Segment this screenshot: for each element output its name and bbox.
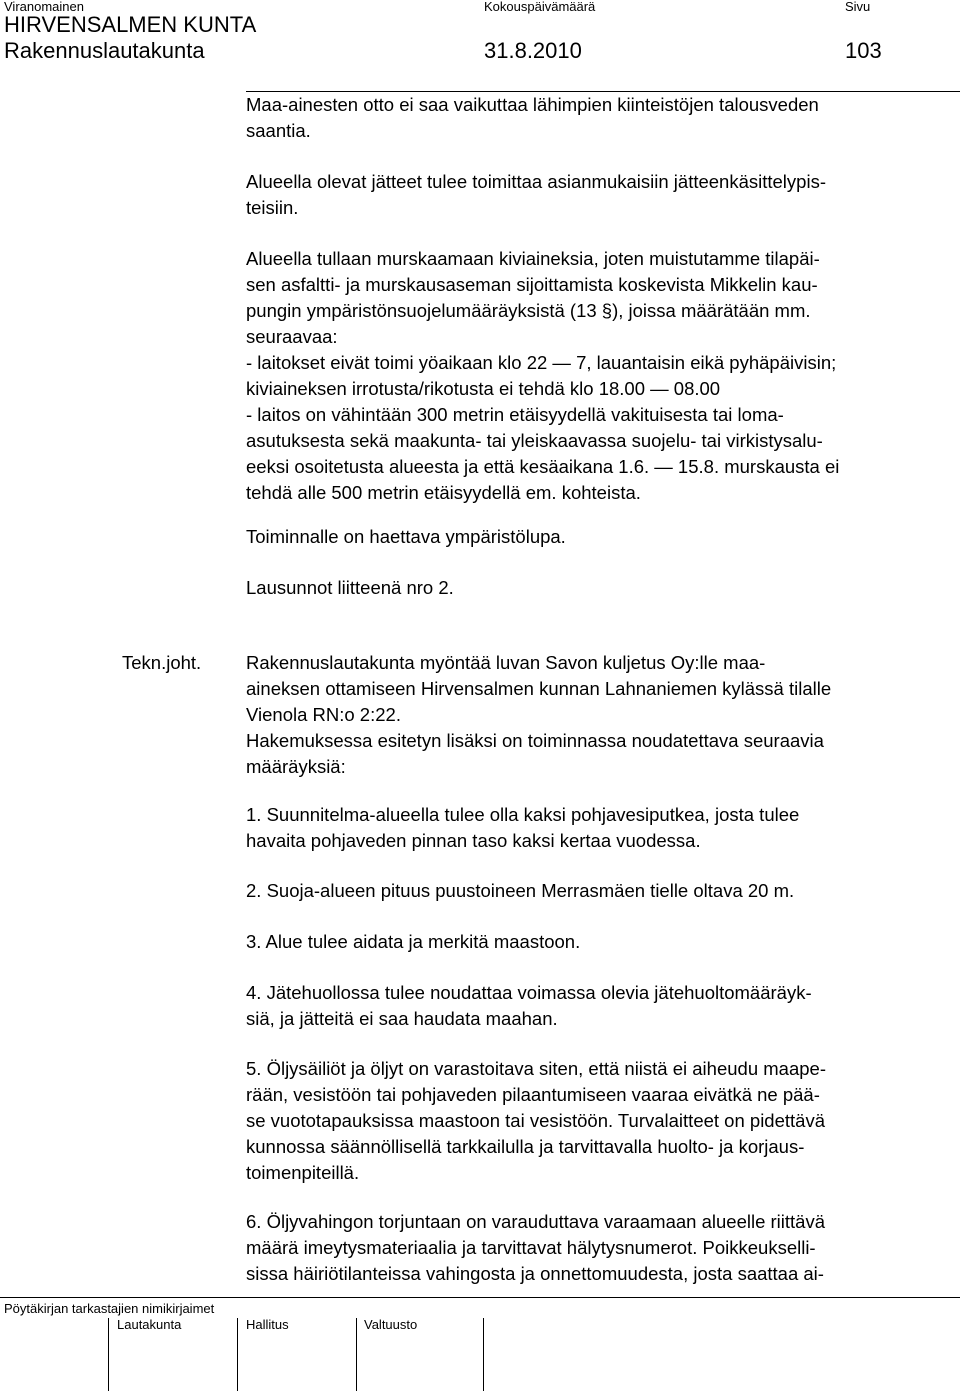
paragraph-4: Toiminnalle on haettava ympäristölupa. (246, 526, 566, 547)
paragraph-2: Alueella olevat jätteet tulee toimittaa asianmukaisiin jätteenkäsittelypis- teisiin. (246, 171, 826, 218)
footer-divider-4 (483, 1318, 484, 1391)
footer-col-valtuusto: Valtuusto (364, 1317, 418, 1332)
page-label: Sivu (845, 0, 871, 14)
proposal-item-1: 1. Suunnitelma-alueella tulee olla kaksi pohjavesiputkea, josta tulee havaita pohjaveden pinnan taso kaksi kertaa vuodessa. (246, 804, 800, 851)
proposal-item-5: 5. Öljysäiliöt ja öljyt on varastoitava siten, että niistä ei aiheudu maape- rään, vesistöön tai pohjaveden pilaantumiseen vaaraa eivätkä ne pää- se vuototapauksissa maastoon tai vesistöön. Turvalaitteet on pidettävä kunnossa säännöllisellä tarkkailulla ja tarvittavalla huolto- ja korjaus- toimenpiteillä. (246, 1058, 826, 1183)
org-name: HIRVENSALMEN KUNTA (4, 12, 257, 37)
footer-col-hallitus: Hallitus (246, 1317, 289, 1332)
footer-divider-3 (356, 1318, 357, 1391)
paragraph-1: Maa-ainesten otto ei saa vaikuttaa lähimpien kiinteistöjen talousveden saantia. (246, 94, 819, 141)
page-number: 103 (845, 38, 882, 63)
meeting-date: 31.8.2010 (484, 38, 582, 63)
footer-title: Pöytäkirjan tarkastajien nimikirjaimet (4, 1301, 215, 1316)
date-label: Kokouspäivämäärä (484, 0, 596, 14)
proposal-item-2: 2. Suoja-alueen pituus puustoineen Merrasmäen tielle oltava 20 m. (246, 880, 795, 901)
proposal-label: Tekn.joht. (122, 652, 202, 673)
body-name: Rakennuslautakunta (4, 38, 205, 63)
proposal-item-4: 4. Jätehuollossa tulee noudattaa voimassa olevia jätehuoltomääräyk- siä, ja jätteitä ei saa haudata maahan. (246, 982, 812, 1029)
paragraph-5: Lausunnot liitteenä nro 2. (246, 577, 454, 598)
proposal-item-3: 3. Alue tulee aidata ja merkitä maastoon. (246, 931, 581, 952)
footer-rule (0, 1297, 960, 1298)
proposal-intro: Rakennuslautakunta myöntää luvan Savon kuljetus Oy:lle maa- aineksen ottamiseen Hirvensalmen kunnan Lahnaniemen kylässä tilalle Vienola RN:o 2:22. Hakemuksessa esitetyn lisäksi on toiminnassa noudatettava seuraavia määräyksiä: (246, 652, 832, 777)
footer-col-lautakunta: Lautakunta (117, 1317, 182, 1332)
footer-divider-2 (237, 1318, 238, 1391)
org-label: Viranomainen (4, 0, 84, 14)
footer-divider-1 (108, 1318, 109, 1391)
paragraph-3: Alueella tullaan murskaamaan kiviaineksia, joten muistutamme tilapäi- sen asfaltti- ja murskausaseman sijoittamista koskevista Mikkelin kau- pungin ympäristönsuojelumääräyksistä (13 §), joissa määrätään mm. seuraavaa: - laitokset eivät toimi yöaikaan klo 22 — 7, lauantaisin eikä pyhäpäivisin; kiviaineksen irrotusta/rikotusta ei tehdä klo 18.00 — 08.00 - laitos on vähintään 300 metrin etäisyydellä vakituisesta tai loma- asutuksesta sekä maakunta- tai yleiskaavassa suojelu- tai virkistysalu- eeksi osoitetusta alueesta ja että kesäaikana 1.6. — 15.8. murskausta ei tehdä alle 500 metrin etäisyydellä em. kohteista. (246, 248, 840, 503)
proposal-item-6: 6. Öljyvahingon torjuntaan on varauduttava varaamaan alueelle riittävä määrä imeytysmateriaalia ja tarvittavat hälytysnumerot. Poikkeukselli- sissa häiriötilanteissa vahingosta ja onnettomuudesta, josta saattaa ai- (246, 1211, 826, 1284)
